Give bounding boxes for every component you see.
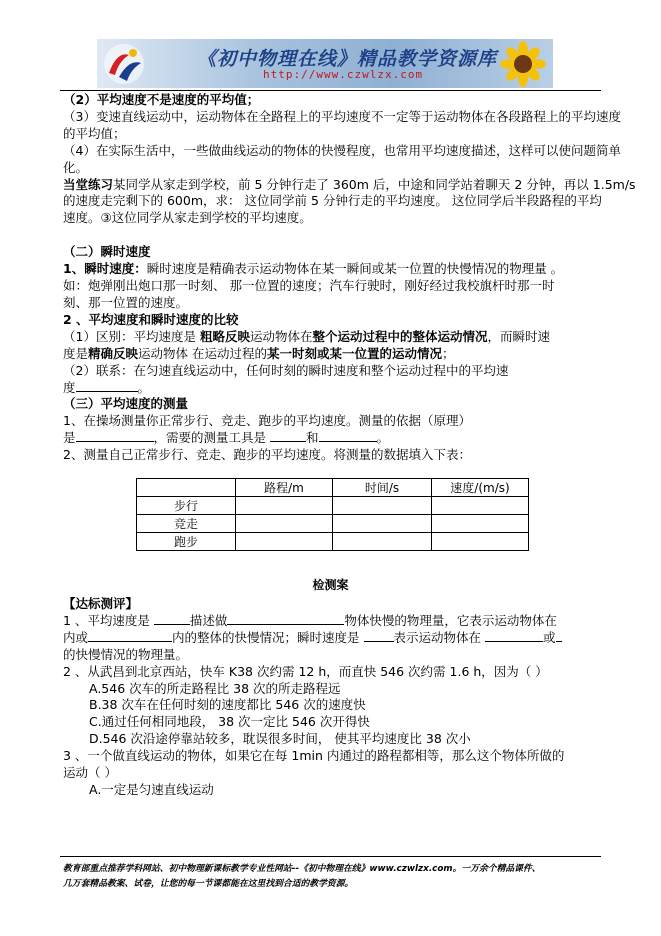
measure-q2: 2、测量自己正常步行、竞走、跑步的平均速度。将测量的数据填入下表： [63, 447, 471, 463]
practice-label: 当堂练习 [63, 176, 114, 192]
table-header: 速度/(m/s) [432, 479, 529, 497]
instant-speed-text: 瞬时速度是精确表示运动物体在某一瞬间或某一位置的快慢情况的物理量 。 [146, 261, 564, 277]
blank-line[interactable] [76, 380, 138, 392]
text-run: 运动物体 在运动过程的 [138, 345, 268, 361]
footer-line1: 教育部重点推荐学科网站、初中物理新课标教学专业性网站--《初中物理在线》www.czwlzx.com。一万余个精品课件、 [63, 864, 541, 874]
q2-option-b[interactable]: B.38 次车在任何时刻的速度都比 546 次的速度快 [89, 697, 366, 713]
table-row [137, 533, 529, 551]
blank-line[interactable] [485, 630, 543, 642]
text-run: 表示运动物体在 [393, 629, 485, 645]
text-run: ，而瞬时速 [487, 328, 550, 344]
banner-url[interactable]: http://www.czwlzx.com [263, 68, 424, 81]
text-run: 度 [63, 379, 76, 395]
text-run: 粗略反映 [199, 328, 250, 344]
text-run: 内或 [63, 629, 89, 645]
instant-speed-example2: 刻、那一位置的速度。 [63, 294, 189, 310]
header-rule [60, 90, 601, 91]
blank-line[interactable] [364, 630, 394, 642]
text-run: 1 、平均速度是 [63, 612, 154, 628]
test-title: 检测案 [312, 578, 349, 592]
table-header: 时间/s [333, 479, 432, 497]
table-cell[interactable] [333, 515, 432, 533]
row-label: 竞走 [137, 515, 236, 533]
q3-stem-line2: 运动（ ） [63, 765, 117, 781]
table-cell[interactable] [333, 497, 432, 515]
site-logo-icon [103, 43, 145, 85]
text-run: 内的整体的快慢情况；瞬时速度是 [172, 629, 364, 645]
lesson-body [63, 92, 636, 464]
text-run: ，需要的测量工具是 [153, 430, 270, 446]
blank-line[interactable] [227, 613, 344, 625]
text-run: 。 [376, 430, 390, 446]
test-body [63, 596, 603, 799]
comparison-link-line1: （2）联系：在匀速直线运动中，任何时刻的瞬时速度和整个运动过程中的平均速 [63, 362, 509, 378]
point-3-line2: 的平均值； [63, 125, 126, 141]
measurement-table [136, 478, 529, 551]
measure-q1-line2 [63, 430, 603, 447]
header-banner [97, 39, 553, 88]
practice-line1 [63, 176, 636, 194]
q1-line2 [63, 630, 603, 647]
instant-speed-label: 1、瞬时速度： [63, 261, 147, 277]
blank-line[interactable] [319, 430, 377, 442]
blank-line[interactable] [556, 630, 562, 642]
instant-speed-def [63, 261, 603, 278]
row-label: 跑步 [137, 533, 236, 551]
text-run: 度是 [63, 345, 89, 361]
text-run: 某一时刻或某一位置的运动情况 [267, 345, 443, 361]
footer [63, 862, 603, 892]
section-instant-speed-title: （二）瞬时速度 [63, 244, 151, 260]
test-section-title: 【达标测评】 [63, 596, 139, 611]
table-cell[interactable] [432, 497, 529, 515]
text-run: （1）区别：平均速度是 [63, 328, 200, 344]
q2-option-d[interactable]: D.546 次沿途停靠站较多，耽误很多时间， 使其平均速度比 38 次小 [89, 731, 471, 747]
table-cell[interactable] [432, 515, 529, 533]
text-run: 是 [63, 430, 76, 446]
text-run: ； [442, 345, 455, 361]
table-cell[interactable] [333, 533, 432, 551]
text-run: 物体快慢的物理量，它表示运动物体在 [344, 612, 557, 628]
blank-line[interactable] [154, 613, 190, 625]
banner-title: 《初中物理在线》精品教学资源库 [197, 48, 498, 70]
text-run: 整个运动过程中的整体运动情况 [312, 328, 488, 344]
comparison-diff-line2 [63, 346, 603, 363]
footer-rule [60, 856, 601, 857]
table-cell[interactable] [236, 497, 333, 515]
table-cell[interactable] [236, 515, 333, 533]
blank-line[interactable] [88, 630, 172, 642]
q1-line3: 的快慢情况的物理量。 [63, 646, 189, 662]
point-3-line1: （3）变速直线运动中，运动物体在全路程上的平均速度不一定等于运动物体在各段路程上的平均速度 [63, 108, 621, 124]
table-header-row [137, 479, 529, 497]
sunflower-icon [493, 40, 551, 87]
table-header: 路程/m [236, 479, 333, 497]
q2-stem: 2 、从武昌到北京西站，快车 K38 次约需 12 h，而直快 546 次约需 1.6 h，因为（ ） [63, 663, 548, 679]
q2-option-c[interactable]: C.通过任何相同地段， 38 次一定比 546 次开得快 [89, 714, 370, 730]
table-row [137, 497, 529, 515]
point-4-line2: 化。 [63, 159, 89, 175]
text-run: 和 [306, 430, 319, 446]
point-2: （2）平均速度不是速度的平均值； [63, 92, 260, 107]
q2-option-a[interactable]: A.546 次车的所走路程比 38 次的所走路程远 [89, 680, 341, 696]
comparison-title: 2 、平均速度和瞬时速度的比较 [63, 311, 239, 327]
text-run: 运动物体在 [249, 328, 313, 344]
q3-option-a[interactable]: A.一定是匀速直线运动 [89, 781, 214, 797]
q1-line1 [63, 613, 603, 630]
footer-line2: 几万套精品教案、试卷，让您的每一节课都能在这里找到合适的教学资源。 [63, 879, 354, 889]
point-4-line1: （4）在实际生活中，一些做曲线运动的物体的快慢程度，也常用平均速度描述，这样可以使问题简单 [63, 142, 621, 158]
practice-text: 某同学从家走到学校，前 5 分钟行走了 360m 后，中途和同学站着聊天 2 分钟，再以 1.5m/s [113, 176, 636, 192]
table-row [137, 515, 529, 533]
row-label: 步行 [137, 497, 236, 515]
instant-speed-example1: 如：炮弹刚出炮口那一时刻、 那一位置的速度；汽车行驶时，刚好经过我校旗杆时那一时 [63, 278, 555, 294]
table-header [137, 479, 236, 497]
comparison-link-line2 [63, 380, 603, 397]
comparison-diff-line1 [63, 329, 603, 346]
q3-stem-line1: 3 、一个做直线运动的物体，如果它在每 1min 内通过的路程都相等，那么这个物体所做的 [63, 748, 565, 764]
text-run: 精确反映 [88, 345, 139, 361]
table-cell[interactable] [236, 533, 333, 551]
table-cell[interactable] [432, 533, 529, 551]
text-run: 或 [542, 629, 556, 645]
blank-line[interactable] [76, 430, 154, 442]
text-run: 。 [137, 379, 151, 395]
practice-line3: 速度。③这位同学从家走到学校的平均速度。 [63, 210, 312, 226]
measure-q1-line1: 1、在操场测量你正常步行、竞走、跑步的平均速度。测量的依据（原理） [63, 413, 471, 429]
practice-line2: 的速度走完剩下的 600m，求： 这位同学前 5 分钟行走的平均速度。 这位同学后半段路程的平均 [63, 193, 602, 209]
section-measure-title: （三）平均速度的测量 [63, 396, 189, 412]
blank-line[interactable] [270, 430, 306, 442]
text-run: 描述做 [189, 612, 228, 628]
